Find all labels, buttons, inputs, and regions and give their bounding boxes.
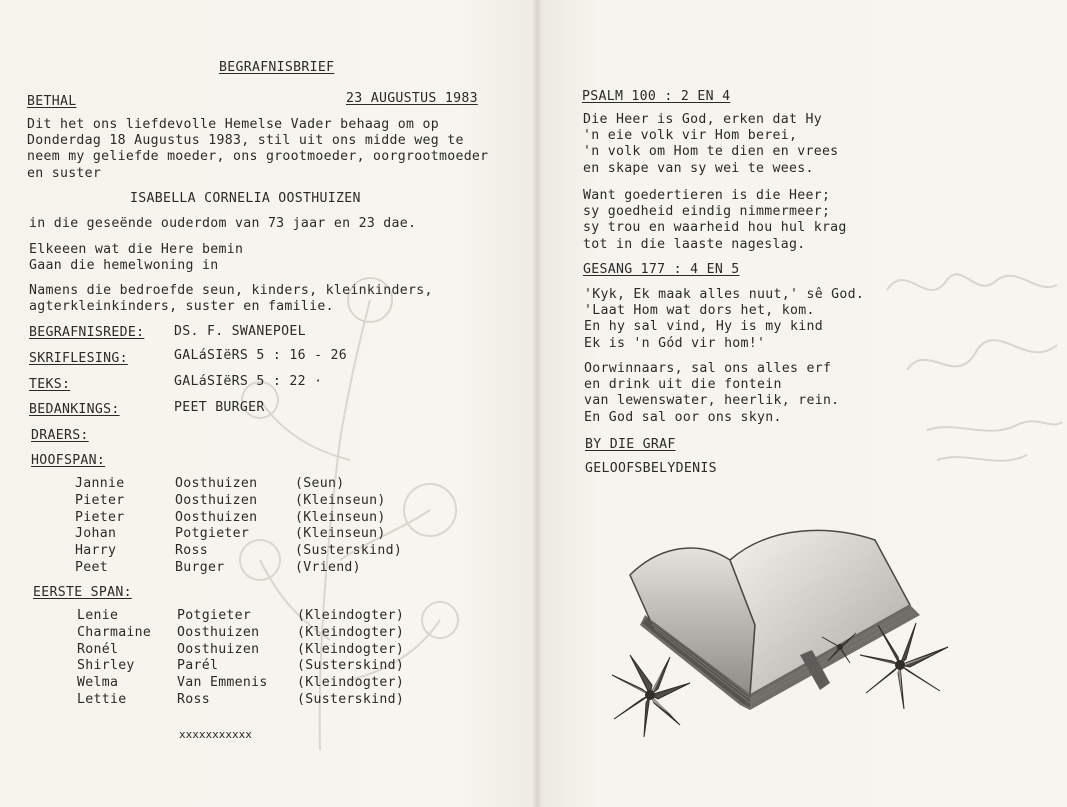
- psalm-heading: PSALM 100 : 2 EN 4: [582, 89, 731, 104]
- hoofspan-row-first-name: Johan: [75, 526, 117, 542]
- eerste-span-row-surname: Parél: [177, 658, 219, 674]
- hoofspan-row-surname: Potgieter: [175, 526, 250, 542]
- hoofspan-row-surname: Burger: [175, 560, 225, 575]
- hoofspan-row-relation: (Vriend): [295, 560, 361, 575]
- gesang-line: 'Laat Hom wat dors het, kom.: [584, 303, 815, 319]
- gesang-line: En God sal oor ons skyn.: [584, 409, 782, 425]
- eerste-span-row-surname: Van Emmenis: [177, 675, 268, 691]
- detail-label-begrafnisrede: BEGRAFNISREDE:: [29, 325, 145, 340]
- hoofspan-row-first-name: Jannie: [75, 476, 125, 491]
- eerste-span-heading: EERSTE SPAN:: [33, 585, 132, 600]
- eerste-span-row-relation: (Kleindogter): [297, 624, 405, 640]
- hoofspan-row-surname: Oosthuizen: [175, 492, 258, 508]
- psalm-line: tot in die laaste nageslag.: [583, 236, 806, 252]
- graf-heading: BY DIE GRAF: [585, 437, 676, 452]
- eerste-span-row-first-name: Lenie: [77, 608, 119, 623]
- verse-line: Elkeeen wat die Here bemin: [29, 242, 244, 257]
- hoofspan-row-relation: (Seun): [295, 476, 345, 491]
- hoofspan-row-first-name: Pieter: [75, 492, 125, 508]
- document-title: BEGRAFNISBRIEF: [219, 60, 335, 75]
- gesang-line: En hy sal vind, Hy is my kind: [584, 319, 823, 335]
- intro-line: Dit het ons liefdevolle Hemelse Vader behaag om op: [27, 117, 439, 132]
- verse-line: Gaan die hemelwoning in: [29, 258, 219, 274]
- family-lines: [29, 283, 433, 315]
- eerste-span-row-first-name: Welma: [77, 675, 119, 691]
- hoofspan-row-surname: Oosthuizen: [175, 509, 258, 525]
- psalm-line: sy goedheid eindig nimmermeer;: [583, 204, 831, 220]
- detail-value-begrafnisrede: DS. F. SWANEPOEL: [174, 324, 306, 339]
- psalm-line: en skape van sy wei te wees.: [583, 160, 814, 176]
- hoofspan-row-surname: Oosthuizen: [175, 476, 258, 491]
- gesang-verse-2: [584, 361, 839, 426]
- hoofspan-row-first-name: Peet: [75, 560, 108, 575]
- geloofsbelydenis-label: GELOOFSBELYDENIS: [585, 461, 717, 476]
- hoofspan-row-first-name: Harry: [75, 543, 117, 559]
- intro-paragraph: [27, 117, 488, 182]
- eerste-span-row-first-name: Charmaine: [77, 624, 152, 640]
- verse-lines: [29, 242, 243, 274]
- detail-label-draers: DRAERS:: [31, 428, 89, 443]
- intro-line: en suster: [27, 165, 102, 181]
- psalm-verse-2: [583, 188, 847, 253]
- eerste-span-row-surname: Ross: [177, 692, 210, 707]
- gesang-line: 'Kyk, Ek maak alles nuut,' sê God.: [584, 287, 865, 302]
- gesang-line: en drink uit die fontein: [584, 377, 782, 393]
- eerste-span-row-relation: (Susterskind): [297, 692, 405, 707]
- psalm-line: 'n eie volk vir Hom berei,: [583, 128, 798, 144]
- eerste-span-row-relation: (Kleindogter): [297, 608, 405, 623]
- eerste-span-row-relation: (Kleindogter): [297, 675, 405, 691]
- gesang-heading: GESANG 177 : 4 EN 5: [583, 262, 740, 277]
- open-book-poinsettia-illustration: [590, 505, 970, 755]
- page-fold: [532, 0, 542, 807]
- detail-label-skriflesing: SKRIFLESING:: [29, 351, 128, 366]
- family-line: agterkleinkinders, suster en familie.: [29, 299, 334, 315]
- psalm-verse-1: [583, 112, 838, 177]
- psalm-line: 'n volk om Hom te dien en vrees: [583, 144, 839, 160]
- eerste-span-row-relation: (Susterskind): [297, 658, 405, 674]
- detail-label-teks: TEKS:: [29, 377, 71, 392]
- detail-value-bedankings: PEET BURGER: [174, 400, 265, 415]
- date-label: 23 AUGUSTUS 1983: [346, 91, 478, 106]
- detail-value-skriflesing: GALáSIëRS 5 : 16 - 26: [174, 348, 348, 363]
- hoofspan-row-relation: (Kleinseun): [295, 509, 386, 525]
- intro-line: neem my geliefde moeder, ons grootmoeder, oorgrootmoeder: [27, 149, 489, 165]
- hoofspan-heading: HOOFSPAN:: [31, 453, 106, 468]
- bleed-through-script: [867, 250, 1067, 510]
- gesang-verse-1: [584, 287, 864, 352]
- detail-label-bedankings: BEDANKINGS:: [29, 402, 120, 417]
- eerste-span-row-first-name: Ronél: [77, 641, 119, 657]
- gesang-line: Oorwinnaars, sal ons alles erf: [584, 361, 832, 376]
- eerste-span-row-surname: Oosthuizen: [177, 624, 260, 640]
- psalm-line: sy trou en waarheid hou hul krag: [583, 220, 847, 236]
- hoofspan-row-first-name: Pieter: [75, 509, 125, 525]
- detail-value-teks: GALáSIëRS 5 : 22 ·: [174, 374, 323, 389]
- intro-line: Donderdag 18 Augustus 1983, stil uit ons midde weg te: [27, 133, 464, 149]
- eerste-span-row-surname: Oosthuizen: [177, 641, 260, 657]
- eerste-span-row-surname: Potgieter: [177, 608, 252, 623]
- hoofspan-row-relation: (Susterskind): [295, 543, 403, 559]
- hoofspan-row-surname: Ross: [175, 543, 208, 559]
- eerste-span-row-first-name: Shirley: [77, 658, 135, 674]
- age-line: in die geseënde ouderdom van 73 jaar en 23 dae.: [29, 216, 417, 231]
- eerste-span-row-relation: (Kleindogter): [297, 641, 405, 657]
- family-line: Namens die bedroefde seun, kinders, kleinkinders,: [29, 283, 433, 298]
- eerste-span-row-first-name: Lettie: [77, 692, 127, 707]
- hoofspan-row-relation: (Kleinseun): [295, 526, 386, 542]
- end-mark: xxxxxxxxxxx: [179, 728, 252, 741]
- place-label: BETHAL: [27, 94, 77, 109]
- psalm-line: Die Heer is God, erken dat Hy: [583, 112, 822, 127]
- deceased-name: ISABELLA CORNELIA OOSTHUIZEN: [130, 191, 361, 206]
- hoofspan-row-relation: (Kleinseun): [295, 492, 386, 508]
- gesang-line: Ek is 'n Gód vir hom!': [584, 335, 766, 351]
- psalm-line: Want goedertieren is die Heer;: [583, 188, 831, 203]
- gesang-line: van lewenswater, heerlik, rein.: [584, 393, 840, 409]
